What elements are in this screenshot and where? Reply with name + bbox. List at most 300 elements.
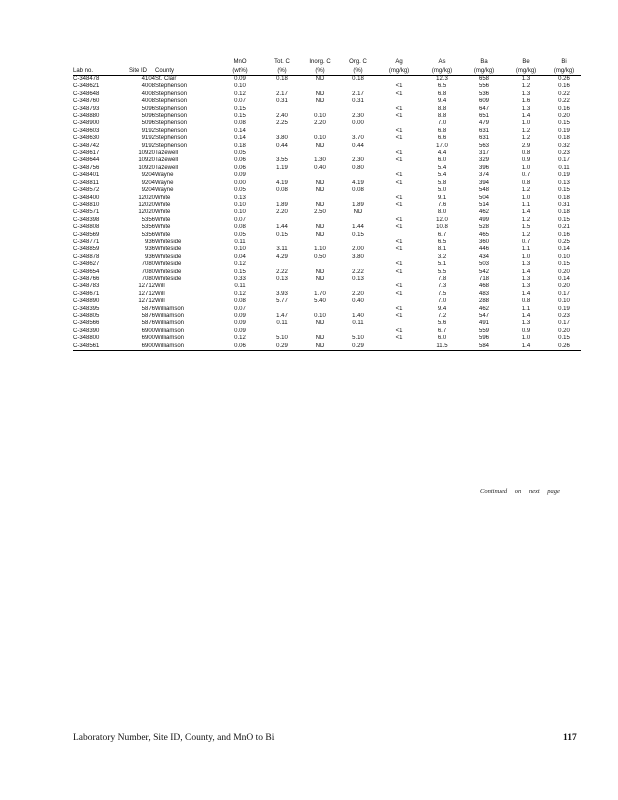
cell-mno: 0.06 bbox=[217, 343, 263, 351]
cell-as: 7.0 bbox=[437, 298, 447, 305]
cell-as: 5.0 bbox=[437, 187, 447, 194]
cell-be: 1.2 bbox=[521, 216, 531, 223]
cell-county: White bbox=[155, 194, 171, 201]
cell-bi: 0.20 bbox=[558, 283, 570, 290]
cell-bi: 0.26 bbox=[558, 76, 570, 82]
table-row bbox=[73, 165, 581, 172]
cell-orgc: 0.11 bbox=[352, 320, 364, 327]
cell-totc bbox=[263, 128, 301, 135]
cell-county: White bbox=[155, 201, 171, 208]
continued-note: Continued on next page bbox=[480, 488, 560, 495]
cell-lab: C-348617 bbox=[73, 150, 100, 157]
cell-inorgc: ND bbox=[315, 231, 325, 238]
cell-inorgc: ND bbox=[315, 98, 325, 105]
cell-ag: <1 bbox=[395, 327, 403, 334]
cell-ag: <1 bbox=[395, 238, 403, 245]
cell-inorgc: ND bbox=[315, 320, 325, 327]
cell-inorgc bbox=[301, 217, 339, 224]
cell-mno: 0.07 bbox=[234, 216, 246, 223]
table-row bbox=[73, 246, 581, 253]
column-header-site-line1 bbox=[121, 58, 155, 66]
cell-mno: 0.09 bbox=[234, 327, 246, 334]
cell-lab: C-348900 bbox=[73, 120, 100, 127]
cell-inorgc: ND bbox=[315, 187, 325, 194]
cell-site: 12020 bbox=[138, 209, 155, 216]
cell-orgc: 0.31 bbox=[352, 98, 364, 105]
cell-orgc: 0.00 bbox=[352, 120, 364, 127]
cell-ag: <1 bbox=[395, 261, 403, 268]
cell-county: White bbox=[155, 231, 171, 238]
cell-ag: <1 bbox=[395, 335, 403, 342]
cell-totc bbox=[263, 239, 301, 246]
cell-site: 5876 bbox=[141, 313, 155, 319]
cell-inorgc: ND bbox=[315, 268, 325, 275]
cell-ba: 631 bbox=[478, 127, 489, 134]
cell-inorgc bbox=[301, 128, 339, 135]
cell-lab: C-348395 bbox=[73, 305, 100, 312]
cell-orgc: 0.13 bbox=[352, 275, 364, 282]
column-header-bi-line1: Bi bbox=[561, 58, 567, 65]
cell-ag bbox=[377, 187, 421, 194]
cell-lab: C-348783 bbox=[73, 283, 100, 290]
cell-county: Whiteside bbox=[155, 268, 182, 275]
geochem-data-table bbox=[73, 58, 581, 351]
cell-mno: 0.14 bbox=[234, 135, 246, 142]
cell-lab: C-348630 bbox=[73, 135, 100, 142]
cell-mno: 0.33 bbox=[234, 275, 246, 282]
cell-bi: 0.20 bbox=[558, 113, 570, 120]
cell-bi: 0.31 bbox=[558, 201, 570, 208]
cell-orgc: 0.80 bbox=[352, 164, 364, 171]
cell-bi: 0.15 bbox=[558, 187, 570, 194]
cell-lab: C-348400 bbox=[73, 194, 100, 201]
table-row bbox=[73, 320, 581, 327]
cell-mno: 0.05 bbox=[234, 187, 246, 194]
cell-inorgc bbox=[301, 83, 339, 90]
cell-ag: <1 bbox=[395, 201, 403, 208]
cell-ba: 556 bbox=[478, 83, 489, 90]
table-row bbox=[73, 224, 581, 231]
cell-county: Williamson bbox=[155, 327, 185, 334]
header-row-units-top bbox=[73, 58, 581, 66]
cell-lab: C-348810 bbox=[73, 201, 100, 208]
cell-ag bbox=[377, 232, 421, 239]
cell-be: 1.4 bbox=[521, 113, 531, 120]
table-row bbox=[73, 98, 581, 105]
cell-inorgc: 0.40 bbox=[314, 164, 326, 171]
cell-as: 12.0 bbox=[436, 216, 448, 223]
cell-be: 0.9 bbox=[521, 327, 531, 334]
cell-orgc: 0.18 bbox=[352, 76, 364, 82]
cell-county: Whiteside bbox=[155, 253, 182, 260]
cell-ag: <1 bbox=[395, 313, 403, 319]
cell-bi: 0.25 bbox=[558, 238, 570, 245]
cell-be: 0.7 bbox=[521, 172, 531, 179]
cell-be: 1.4 bbox=[521, 209, 531, 216]
cell-orgc bbox=[339, 239, 377, 246]
header-row-units-bottom bbox=[73, 66, 581, 76]
cell-mno: 0.10 bbox=[234, 209, 246, 216]
cell-as: 6.8 bbox=[437, 90, 447, 97]
table-row bbox=[73, 195, 581, 202]
cell-mno: 0.13 bbox=[234, 194, 246, 201]
cell-lab: C-348878 bbox=[73, 253, 100, 260]
cell-be: 1.2 bbox=[521, 231, 531, 238]
cell-site: 5356 bbox=[141, 216, 155, 223]
cell-as: 8.8 bbox=[437, 105, 447, 112]
cell-lab: C-348808 bbox=[73, 224, 100, 231]
cell-orgc: ND bbox=[353, 209, 363, 216]
cell-lab: C-348644 bbox=[73, 157, 100, 164]
cell-ag bbox=[377, 320, 421, 327]
cell-inorgc bbox=[301, 261, 339, 268]
cell-county: White bbox=[155, 216, 171, 223]
table-row bbox=[73, 76, 581, 84]
cell-bi: 0.18 bbox=[558, 209, 570, 216]
cell-site: 6900 bbox=[121, 343, 155, 351]
cell-as: 6.8 bbox=[437, 127, 447, 134]
cell-mno: 0.04 bbox=[234, 253, 246, 260]
cell-be: 1.4 bbox=[521, 268, 531, 275]
cell-mno: 0.18 bbox=[234, 142, 246, 149]
cell-totc: 3.80 bbox=[276, 135, 288, 142]
data-table-container bbox=[73, 58, 581, 351]
cell-site: 7080 bbox=[141, 268, 155, 275]
cell-orgc: 5.10 bbox=[352, 335, 364, 342]
cell-site: 9192 bbox=[141, 135, 155, 142]
cell-ba: 504 bbox=[478, 194, 489, 201]
cell-totc: 0.15 bbox=[276, 231, 288, 238]
cell-ag bbox=[377, 76, 421, 84]
cell-lab: C-348390 bbox=[73, 327, 100, 334]
cell-lab: C-348805 bbox=[73, 313, 100, 319]
cell-totc: 1.89 bbox=[276, 201, 288, 208]
cell-be: 1.6 bbox=[521, 98, 531, 105]
cell-inorgc: 0.10 bbox=[314, 113, 326, 120]
cell-site: 936 bbox=[144, 253, 155, 260]
cell-mno: 0.08 bbox=[234, 298, 246, 305]
cell-totc: 3.11 bbox=[276, 246, 288, 253]
cell-lab: C-348654 bbox=[73, 268, 100, 275]
table-row bbox=[73, 150, 581, 157]
cell-inorgc bbox=[301, 195, 339, 202]
column-header-be-line1: Be bbox=[522, 58, 530, 65]
cell-county: White bbox=[155, 224, 171, 231]
cell-county: Will bbox=[155, 290, 165, 297]
cell-orgc: 0.15 bbox=[352, 231, 364, 238]
cell-ba: 465 bbox=[478, 231, 489, 238]
cell-as: 6.0 bbox=[437, 157, 447, 164]
cell-as: 6.7 bbox=[437, 231, 447, 238]
cell-inorgc: ND bbox=[315, 275, 325, 282]
cell-site: 5096 bbox=[141, 113, 155, 120]
cell-as: 7.3 bbox=[437, 283, 447, 290]
cell-ag: <1 bbox=[395, 135, 403, 142]
cell-inorgc: ND bbox=[301, 343, 339, 351]
cell-as: 9.4 bbox=[437, 305, 447, 312]
cell-county: Stephenson bbox=[155, 135, 188, 142]
table-row bbox=[73, 217, 581, 224]
cell-ba: 288 bbox=[478, 298, 489, 305]
cell-ag bbox=[377, 120, 421, 127]
cell-ba: 609 bbox=[478, 98, 489, 105]
cell-be: 1.0 bbox=[521, 253, 531, 260]
cell-site: 5096 bbox=[141, 120, 155, 127]
table-row bbox=[73, 232, 581, 239]
cell-site: 5876 bbox=[141, 305, 155, 312]
column-header-as: (mg/kg) bbox=[421, 66, 463, 76]
cell-be: 1.0 bbox=[521, 335, 531, 342]
cell-mno: 0.15 bbox=[234, 113, 246, 120]
cell-site: 9204 bbox=[141, 187, 155, 194]
cell-site: 10920 bbox=[138, 164, 155, 171]
cell-lab: C-348572 bbox=[73, 187, 100, 194]
cell-ba: 360 bbox=[478, 238, 489, 245]
table-row bbox=[73, 283, 581, 290]
cell-county: Stephenson bbox=[155, 127, 188, 134]
cell-site: 10920 bbox=[138, 150, 155, 157]
cell-site: 936 bbox=[144, 238, 155, 245]
cell-be: 1.0 bbox=[521, 164, 531, 171]
cell-as: 7.6 bbox=[437, 201, 447, 208]
cell-site: 5876 bbox=[141, 320, 155, 327]
cell-site: 12712 bbox=[138, 298, 155, 305]
cell-county: Whiteside bbox=[155, 261, 182, 268]
cell-county: St. Clair bbox=[155, 76, 177, 82]
cell-be: 1.2 bbox=[521, 83, 531, 90]
cell-mno: 0.12 bbox=[234, 90, 246, 97]
cell-county: Whiteside bbox=[155, 238, 182, 245]
cell-bi: 0.21 bbox=[558, 224, 570, 231]
cell-mno: 0.14 bbox=[234, 127, 246, 134]
column-header-ba-line1: Ba bbox=[480, 58, 488, 65]
cell-as: 12.3 bbox=[436, 76, 448, 82]
cell-orgc bbox=[339, 261, 377, 268]
cell-orgc: 4.19 bbox=[352, 179, 364, 186]
cell-ba: 446 bbox=[478, 246, 489, 253]
cell-ag: <1 bbox=[395, 305, 403, 312]
table-row bbox=[73, 83, 581, 90]
cell-ba: 499 bbox=[478, 216, 489, 223]
cell-as: 9.4 bbox=[437, 98, 447, 105]
cell-ag: <1 bbox=[395, 172, 403, 179]
cell-as: 6.5 bbox=[437, 238, 447, 245]
cell-orgc: 2.17 bbox=[352, 90, 364, 97]
cell-lab: C-348793 bbox=[73, 105, 100, 112]
cell-ba: 658 bbox=[478, 76, 489, 82]
cell-totc: 2.22 bbox=[276, 268, 288, 275]
cell-be: 1.3 bbox=[521, 261, 531, 268]
cell-county: Williamson bbox=[155, 320, 185, 327]
cell-county: Tazewell bbox=[155, 157, 179, 164]
cell-ag: <1 bbox=[395, 83, 403, 90]
cell-totc: 1.44 bbox=[276, 224, 288, 231]
cell-totc bbox=[263, 283, 301, 290]
cell-ba: 374 bbox=[478, 172, 489, 179]
column-header-county-line1 bbox=[155, 58, 217, 66]
cell-ba: 596 bbox=[478, 335, 489, 342]
cell-inorgc bbox=[301, 150, 339, 157]
cell-lab: C-348671 bbox=[73, 290, 100, 297]
cell-county: Stephenson bbox=[155, 90, 188, 97]
cell-totc: 2.25 bbox=[276, 120, 288, 127]
cell-bi: 0.10 bbox=[558, 298, 570, 305]
cell-county: Stephenson bbox=[155, 113, 188, 120]
cell-mno: 0.15 bbox=[234, 105, 246, 112]
cell-ba: 514 bbox=[478, 201, 489, 208]
cell-totc: 0.44 bbox=[276, 142, 288, 149]
cell-ba: 631 bbox=[478, 135, 489, 142]
cell-ba: 542 bbox=[478, 268, 489, 275]
cell-orgc: 2.30 bbox=[352, 113, 364, 120]
cell-orgc: 2.30 bbox=[352, 157, 364, 164]
cell-be: 0.8 bbox=[521, 179, 531, 186]
cell-be: 1.1 bbox=[521, 246, 531, 253]
column-header-orgc: (%) bbox=[339, 66, 377, 76]
cell-orgc bbox=[339, 83, 377, 90]
cell-be: 1.4 bbox=[521, 313, 531, 319]
cell-ba: 503 bbox=[478, 261, 489, 268]
cell-site: 5356 bbox=[141, 224, 155, 231]
cell-totc bbox=[263, 217, 301, 224]
cell-orgc: 0.44 bbox=[352, 142, 364, 149]
cell-totc: 0.29 bbox=[263, 343, 301, 351]
cell-mno: 0.10 bbox=[234, 246, 246, 253]
cell-as: 8.1 bbox=[437, 246, 447, 253]
cell-totc bbox=[263, 261, 301, 268]
cell-ba: 647 bbox=[478, 105, 489, 112]
table-row bbox=[73, 276, 581, 283]
cell-totc bbox=[263, 195, 301, 202]
cell-orgc bbox=[339, 172, 377, 179]
cell-lab: C-348890 bbox=[73, 298, 100, 305]
cell-bi: 0.16 bbox=[558, 231, 570, 238]
cell-bi: 0.23 bbox=[558, 313, 570, 319]
cell-county: Williamson bbox=[155, 313, 185, 319]
cell-ag: <1 bbox=[395, 246, 403, 253]
cell-totc: 0.31 bbox=[276, 98, 288, 105]
cell-totc bbox=[263, 306, 301, 313]
table-row bbox=[73, 120, 581, 127]
cell-inorgc: 5.40 bbox=[314, 298, 326, 305]
cell-bi: 0.15 bbox=[558, 120, 570, 127]
cell-county: Whiteside bbox=[155, 246, 182, 253]
cell-bi: 0.16 bbox=[558, 105, 570, 112]
cell-ba: 548 bbox=[478, 187, 489, 194]
cell-bi: 0.32 bbox=[558, 142, 570, 149]
cell-bi: 0.19 bbox=[558, 127, 570, 134]
cell-inorgc bbox=[301, 306, 339, 313]
cell-orgc: 2.22 bbox=[352, 268, 364, 275]
cell-county: Williamson bbox=[155, 305, 185, 312]
cell-inorgc bbox=[301, 328, 339, 335]
cell-mno: 0.08 bbox=[234, 120, 246, 127]
cell-site: 5096 bbox=[141, 105, 155, 112]
cell-inorgc: 0.50 bbox=[314, 253, 326, 260]
cell-orgc: 1.89 bbox=[352, 201, 364, 208]
cell-bi: 0.15 bbox=[558, 216, 570, 223]
cell-as: 8.8 bbox=[437, 113, 447, 120]
cell-orgc: 3.80 bbox=[352, 253, 364, 260]
cell-ba: 547 bbox=[478, 313, 489, 319]
cell-mno: 0.11 bbox=[234, 238, 246, 245]
cell-as: 6.0 bbox=[437, 335, 447, 342]
footer-caption: Laboratory Number, Site ID, County, and MnO to Bi bbox=[73, 733, 275, 743]
cell-county: Stephenson bbox=[155, 105, 188, 112]
cell-inorgc: 2.20 bbox=[314, 120, 326, 127]
table-row bbox=[73, 291, 581, 298]
cell-orgc: 0.40 bbox=[352, 298, 364, 305]
cell-lab: C-348648 bbox=[73, 90, 100, 97]
cell-orgc: 1.40 bbox=[352, 313, 364, 319]
cell-inorgc: ND bbox=[315, 76, 325, 82]
cell-bi: 0.22 bbox=[558, 90, 570, 97]
cell-ag bbox=[377, 254, 421, 261]
cell-bi: 0.14 bbox=[558, 275, 570, 282]
cell-mno: 0.09 bbox=[234, 320, 246, 327]
cell-be: 1.3 bbox=[521, 105, 531, 112]
cell-totc: 5.77 bbox=[276, 298, 288, 305]
cell-mno: 0.06 bbox=[234, 164, 246, 171]
cell-site: 10920 bbox=[138, 157, 155, 164]
column-header-ag-line1: Ag bbox=[395, 58, 403, 65]
cell-totc bbox=[263, 328, 301, 335]
table-row bbox=[73, 128, 581, 135]
cell-ag bbox=[377, 276, 421, 283]
cell-site: 6900 bbox=[141, 327, 155, 334]
cell-ag: <1 bbox=[395, 194, 403, 201]
cell-be: 1.0 bbox=[521, 120, 531, 127]
cell-bi: 0.15 bbox=[558, 335, 570, 342]
cell-ba: 528 bbox=[478, 224, 489, 231]
table-row bbox=[73, 313, 581, 320]
cell-ag: <1 bbox=[395, 150, 403, 157]
table-row bbox=[73, 261, 581, 268]
cell-as: 9.1 bbox=[437, 194, 447, 201]
cell-bi: 0.19 bbox=[558, 172, 570, 179]
cell-ag: <1 bbox=[395, 224, 403, 231]
cell-totc bbox=[263, 106, 301, 113]
cell-lab: C-348398 bbox=[73, 216, 100, 223]
cell-lab: C-348766 bbox=[73, 275, 100, 282]
cell-lab: C-348859 bbox=[73, 246, 100, 253]
cell-as: 8.0 bbox=[437, 209, 447, 216]
column-header-be: (mg/kg) bbox=[505, 66, 547, 76]
cell-county: Will bbox=[155, 283, 165, 290]
cell-inorgc: ND bbox=[315, 335, 325, 342]
cell-lab: C-348627 bbox=[73, 261, 100, 268]
cell-ag: <1 bbox=[395, 179, 403, 186]
cell-bi: 0.19 bbox=[558, 305, 570, 312]
cell-orgc: 0.08 bbox=[352, 187, 364, 194]
cell-ba: 394 bbox=[478, 179, 489, 186]
table-row bbox=[73, 91, 581, 98]
cell-site: 12020 bbox=[138, 201, 155, 208]
cell-ba: 479 bbox=[478, 120, 489, 127]
cell-be: 0.8 bbox=[521, 298, 531, 305]
cell-be: 1.2 bbox=[521, 127, 531, 134]
cell-bi: 0.16 bbox=[558, 83, 570, 90]
cell-lab: C-348478 bbox=[73, 76, 100, 82]
column-header-site: Site ID bbox=[121, 66, 155, 76]
cell-as: 5.4 bbox=[437, 164, 447, 171]
cell-as: 7.0 bbox=[437, 120, 447, 127]
cell-site: 9204 bbox=[141, 179, 155, 186]
cell-ag bbox=[377, 143, 421, 150]
cell-ag bbox=[377, 209, 421, 216]
cell-ag bbox=[377, 343, 421, 351]
cell-bi: 0.17 bbox=[558, 290, 570, 297]
